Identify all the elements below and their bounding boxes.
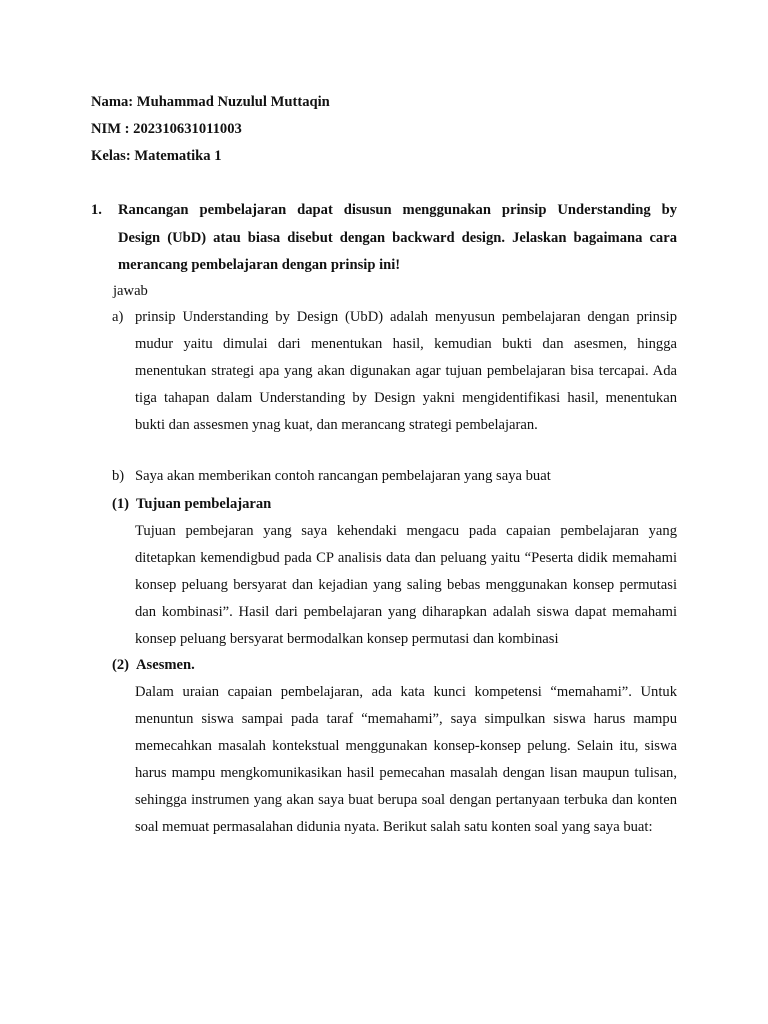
section-1-number: (1) bbox=[112, 496, 130, 512]
student-nim: NIM : 202310631011003 bbox=[91, 121, 242, 137]
section-1-line: Tujuan pembejaran yang saya kehendaki mengacu pada capaian pembelajaran yang bbox=[135, 523, 677, 539]
question-number: 1. bbox=[91, 202, 102, 218]
section-1-line: ditetapkan kemendigbud pada CP analisis data dan peluang yaitu “Peserta didik memahami bbox=[135, 550, 677, 566]
part-a-line: mudur yaitu dimulai dari menentukan hasil, kemudian bukti dan asesmen, hingga bbox=[135, 336, 677, 352]
part-a-line: prinsip Understanding by Design (UbD) adalah menyusun pembelajaran dengan prinsip bbox=[135, 309, 677, 325]
section-2-line: memecahkan masalah kontekstual menggunakan konsep-konsep pelung. Selain itu, siswa bbox=[135, 738, 677, 754]
part-a-line: bukti dan assesmen ynag kuat, dan merancang strategi pembelajaran. bbox=[135, 417, 538, 433]
section-2-line: soal memuat permasalahan didunia nyata. Berikut salah satu konten soal yang saya buat: bbox=[135, 819, 653, 835]
section-2-line: sehingga instrumen yang akan saya buat berupa soal dengan pertanyaan terbuka dan konten bbox=[135, 792, 677, 808]
section-1-line: konsep peluang bersyarat bermodalkan konsep permutasi dan kombinasi bbox=[135, 631, 559, 647]
part-b-intro: Saya akan memberikan contoh rancangan pembelajaran yang saya buat bbox=[135, 468, 551, 484]
section-1-line: konsep peluang bersyarat dan kejadian yang saling bebas menggunakan konsep permutasi bbox=[135, 577, 677, 593]
section-2-number: (2) bbox=[112, 657, 130, 673]
student-class: Kelas: Matematika 1 bbox=[91, 148, 222, 164]
section-2-line: harus mampu mengkomunikasikan hasil pemecahan masalah dengan lisan maupun tulisan, bbox=[135, 765, 677, 781]
part-a-line: tiga tahapan dalam Understanding by Design yakni mengidentifikasi hasil, menentukan bbox=[135, 390, 677, 406]
section-1-line: dan kombinasi”. Hasil dari pembelajaran yang diharapkan adalah siswa dapat memahami bbox=[135, 604, 677, 620]
question-line: Rancangan pembelajaran dapat disusun menggunakan prinsip Understanding by bbox=[118, 202, 677, 218]
section-1-title: Tujuan pembelajaran bbox=[136, 496, 272, 512]
question-line: merancang pembelajaran dengan prinsip ini! bbox=[118, 257, 401, 273]
part-a-line: menentukan strategi apa yang akan digunakan agar tujuan pembelajaran bisa tercapai. Ada bbox=[135, 363, 677, 379]
section-2-title: Asesmen. bbox=[136, 657, 195, 673]
question-line: Design (UbD) atau biasa disebut dengan backward design. Jelaskan bagaimana cara bbox=[118, 230, 677, 246]
section-2-line: menuntun siswa sampai pada taraf “memahami”, saya simpulkan siswa harus mampu bbox=[135, 711, 677, 727]
part-a-marker: a) bbox=[112, 309, 124, 325]
answer-label: jawab bbox=[113, 283, 148, 299]
student-name: Nama: Muhammad Nuzulul Muttaqin bbox=[91, 94, 330, 110]
section-2-line: Dalam uraian capaian pembelajaran, ada kata kunci kompetensi “memahami”. Untuk bbox=[135, 684, 677, 700]
part-b-marker: b) bbox=[112, 468, 125, 484]
